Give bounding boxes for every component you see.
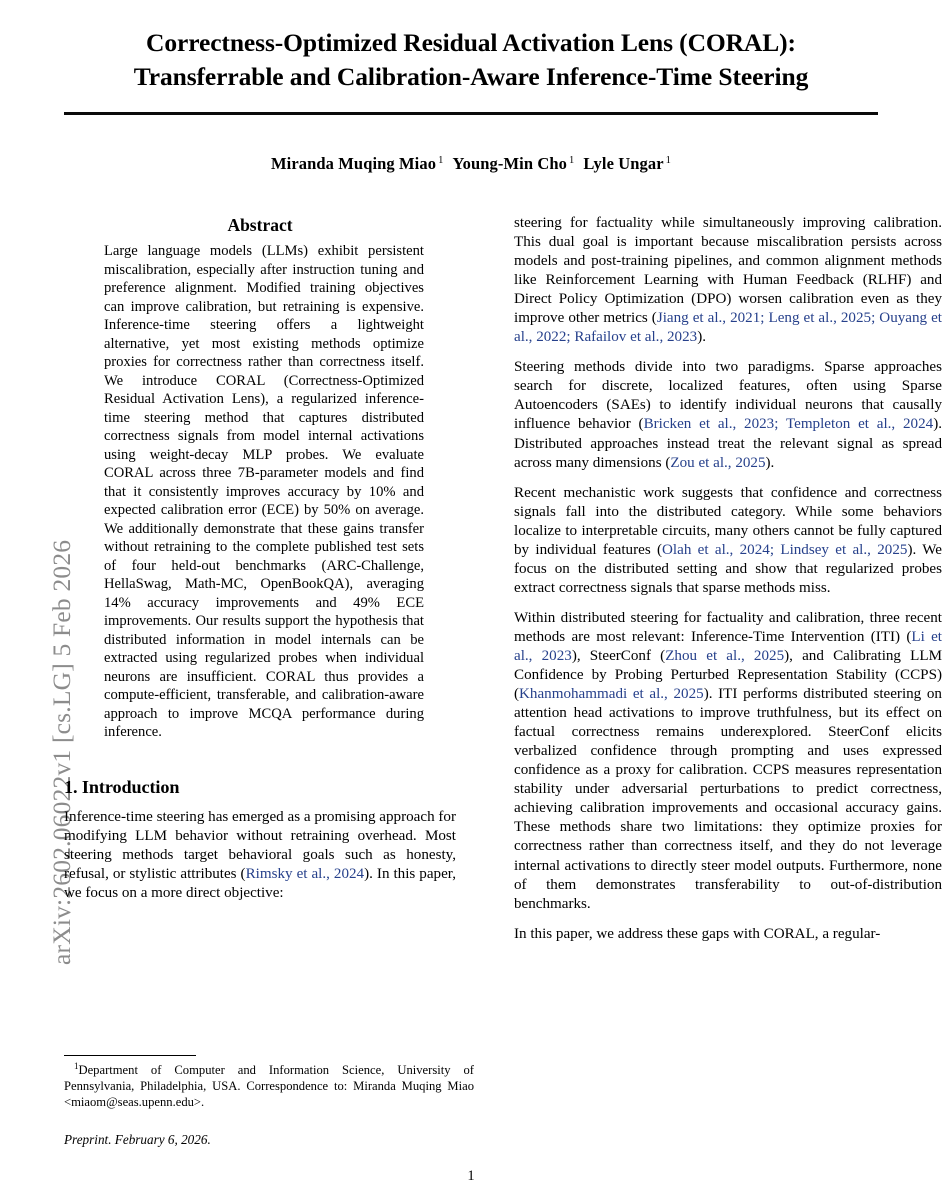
right-paragraph-4 xyxy=(514,609,942,914)
r-p2-text-b: ). Distributed approaches instead treat the relevant signal as spread across many dimensions ( xyxy=(514,416,942,471)
citation-li-2023[interactable]: Li et al., 2023 xyxy=(514,628,942,664)
r-p3-text-a: Recent mechanistic work suggests that confidence and correctness signals fall into the distributed category. While some behaviors localize to interpretable circuits, many others cannot be fully captured by individual features ( xyxy=(514,484,942,558)
right-paragraph-1 xyxy=(514,214,942,347)
section-heading-introduction: 1. Introduction xyxy=(64,776,180,797)
footnote-block xyxy=(64,1055,474,1148)
citation-olah-2024[interactable]: Olah et al., 2024 xyxy=(662,541,770,558)
r-p2-text-a: Steering methods divide into two paradigms. Sparse approaches search for discrete, localized features, often using Sparse Autoencoders (SAEs) to identify individual neurons that causally influence behavior ( xyxy=(514,359,942,433)
intro-p1-text-b: ). In this paper, we focus on a more direct objective: xyxy=(64,865,456,901)
r-p1-text-a: steering for factuality while simultaneously improving calibration. This dual goal is important because miscalibration persists across models and post-training pipelines, and common alignment methods like Reinforcement Learning with Human Feedback (RLHF) and Direct Policy Optimization (DPO) worsen calibration even as they improve other metrics ( xyxy=(514,215,942,327)
right-column xyxy=(514,214,942,944)
author-name-2: Young-Min Cho xyxy=(452,154,567,173)
author-affiliation-mark-1: 1 xyxy=(438,154,444,166)
title-block xyxy=(64,26,878,93)
r-p4-text-d: ). ITI performs distributed steering on attention head activations to improve truthfulness, but its effect on factual correctness remains underexplored. SteerConf elicits verbalized confidence through prompting and uses expressed confidence as a proxy for calibration. CCPS measures representation stability under adversarial perturbations to predict correctness, achieving calibration improvements and occasional accuracy gains. These methods share two limitations: they optimize proxies for correctness rather than correctness itself, and they do not leverage internal activations to directly steer model outputs. Furthermore, none of them demonstrates transferability to out-of-distribution benchmarks. xyxy=(514,686,942,912)
intro-p1-text-a: Inference-time steering has emerged as a promising approach for modifying LLM behavior without retraining overhead. Most steering methods target behavioral goals such as honesty, refusal, or stylistic attributes ( xyxy=(64,808,456,882)
title-line-2: Transferrable and Calibration-Aware Inference-Time Steering xyxy=(133,61,809,91)
r-p4-text-a: Within distributed steering for factuality and calibration, three recent methods are most relevant: Inference-Time Intervention (ITI) ( xyxy=(514,609,942,645)
r-p4-text-b: ), SteerConf ( xyxy=(571,647,666,664)
footnote-divider-rule xyxy=(64,1055,196,1056)
citation-zhou-2025[interactable]: Zhou et al., 2025 xyxy=(665,647,785,664)
citation-khanmohammadi-2025[interactable]: Khanmohammadi et al., 2025 xyxy=(519,686,704,703)
footnote-affiliation xyxy=(64,1061,474,1110)
citation-templeton-2024[interactable]: Templeton et al., 2024 xyxy=(785,416,934,433)
r-p1-text-b: ). xyxy=(697,329,707,346)
left-column xyxy=(64,214,456,903)
citation-jiang-2021[interactable]: Jiang et al., 2021 xyxy=(656,310,761,327)
title-line-1: Correctness-Optimized Residual Activation Lens (CORAL): xyxy=(146,28,796,57)
title-divider-rule xyxy=(64,112,878,115)
citation-lindsey-2025[interactable]: Lindsey et al., 2025 xyxy=(780,541,908,558)
page-title xyxy=(64,26,878,93)
author-affiliation-mark-2: 1 xyxy=(568,154,575,166)
right-paragraph-2 xyxy=(514,358,942,472)
citation-sep-1: ; xyxy=(760,310,769,327)
abstract-heading: Abstract xyxy=(227,215,293,235)
author-affiliation-mark-3: 1 xyxy=(665,154,671,166)
page-number: 1 xyxy=(467,1168,475,1184)
author-list xyxy=(64,154,878,174)
preprint-notice: Preprint. February 6, 2026. xyxy=(64,1132,211,1148)
citation-sep-2: ; xyxy=(871,310,880,327)
citation-sep-4: ; xyxy=(774,416,786,433)
r-p2-text-c: ). xyxy=(765,454,775,471)
citation-bricken-2023[interactable]: Bricken et al., 2023 xyxy=(643,416,775,433)
r-p4-text-c: ), and Calibrating LLM Confidence by Probing Perturbed Representation Stability (CCPS) ( xyxy=(514,647,942,703)
citation-rafailov-2023[interactable]: Rafailov et al., 2023 xyxy=(574,329,698,346)
right-paragraph-3 xyxy=(514,484,942,598)
citation-ouyang-2022[interactable]: Ouyang et al., 2022 xyxy=(514,310,942,346)
citation-sep-3: ; xyxy=(566,329,575,346)
author-name-3: Lyle Ungar xyxy=(583,154,664,173)
citation-leng-2025[interactable]: Leng et al., 2025 xyxy=(768,310,872,327)
footnote-text: Department of Computer and Information Science, University of Pennsylvania, Philadelphia, USA. Correspondence to: Miranda Muqing Miao <miaom@seas.upenn.edu>. xyxy=(64,1063,474,1109)
citation-sep-5: ; xyxy=(769,541,781,558)
citation-zou-2025[interactable]: Zou et al., 2025 xyxy=(670,454,766,471)
r-p3-text-b: ). We focus on the distributed setting and show that regularized probes extract correctness signals that sparse methods miss. xyxy=(514,541,942,596)
citation-rimsky-2024[interactable]: Rimsky et al., 2024 xyxy=(245,865,365,882)
footnote-mark: 1 xyxy=(74,1061,79,1071)
author-name-1: Miranda Muqing Miao xyxy=(270,154,437,173)
right-paragraph-5: In this paper, we address these gaps with CORAL, a regular- xyxy=(514,925,881,942)
abstract-body: Large language models (LLMs) exhibit persistent miscalibration, especially after instruction tuning and preference alignment. Modified training objectives can improve calibration, but retraining is expensive. Inference-time steering offers a lightweight alternative, yet most existing methods optimize proxies for correctness rather than correctness itself. We introduce CORAL (Correctness-Optimized Residual Activation Lens), a regularized inference-time steering method that captures distributed correctness signals from model internal activations using weight-decay MLP probes. We evaluate CORAL across three 7B-parameter models and find that it consistently improves accuracy by 10% and expected calibration error (ECE) by 50% on average. We additionally demonstrate that these gains transfer without retraining to the complete published test sets of four held-out benchmarks (ARC-Challenge, HellaSwag, Math-MC, OpenBookQA), averaging 14% accuracy improvements and 49% ECE improvements. Our results support the hypothesis that distributed information in model internals can be extracted using regularized probes when individual neurons are insufficient. CORAL thus provides a compute-efficient, transferable, and calibration-aware approach to improve MCQA performance during inference. xyxy=(104,243,424,741)
intro-paragraph-1 xyxy=(64,808,456,903)
arxiv-identifier-stamp: arXiv:2602.06022v1 [cs.LG] 5 Feb 2026 xyxy=(47,539,76,965)
